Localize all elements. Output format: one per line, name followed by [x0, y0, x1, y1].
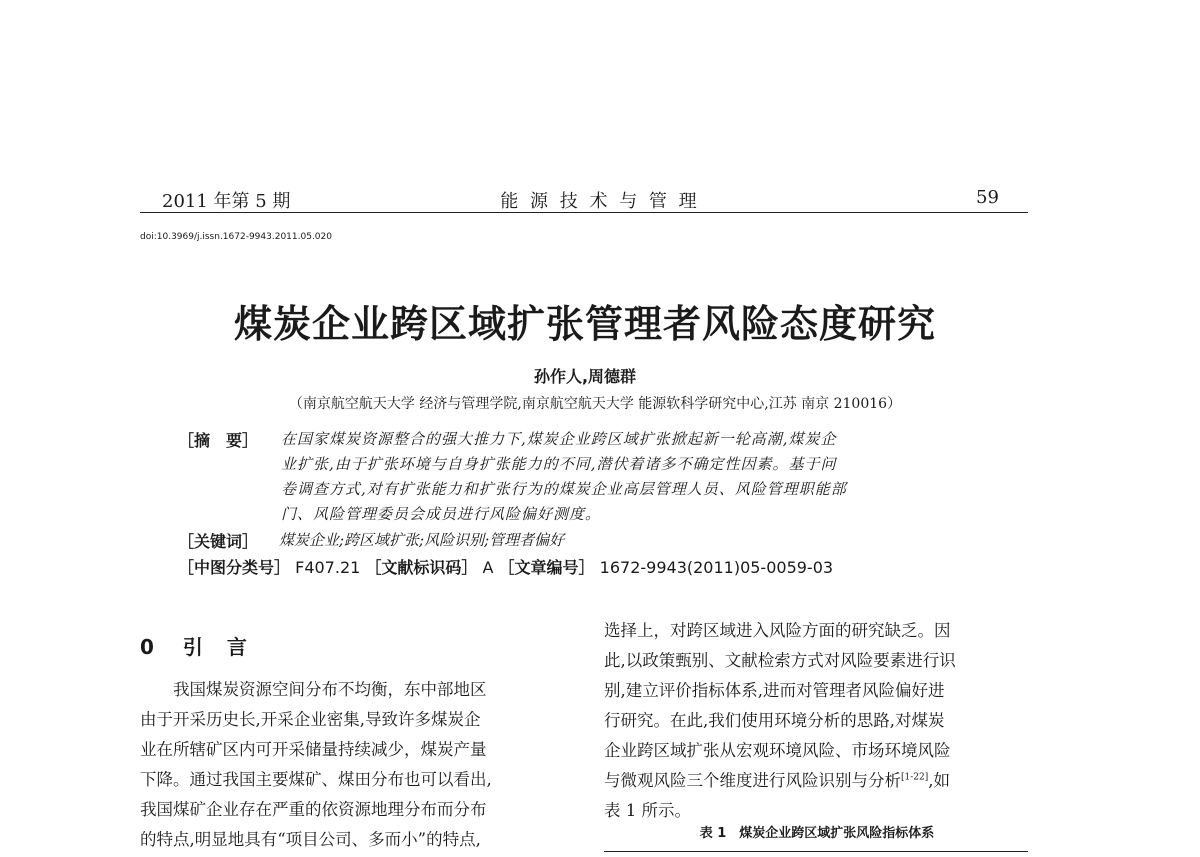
clc-label: ［中图分类号］	[178, 558, 291, 577]
body-line: 选择上，对跨区域进入风险方面的研究缺乏。因	[604, 621, 951, 640]
body-line: 下降。通过我国主要煤矿、煤田分布也可以看出,	[140, 770, 492, 789]
body-line: 的特点,明显地具有“项目公司、多而小”的特点,	[140, 830, 481, 849]
abstract-line: 业扩张,由于扩张环境与自身扩张能力的不同,潜伏着诸多不确定性因素。基于问	[281, 455, 837, 473]
body-text: ,如	[928, 771, 950, 790]
keywords-text: 煤炭企业;跨区域扩张;风险识别;管理者偏好	[279, 531, 565, 549]
citation: [1-22]	[901, 772, 929, 783]
classification-line	[178, 555, 833, 578]
journal-name: 能 源 技 术 与 管 理	[500, 191, 700, 212]
section-number: 0	[140, 635, 156, 659]
table-top-rule	[604, 851, 1028, 852]
doc-code-value: A	[482, 558, 494, 577]
article-no-value: 1672-9943(2011)05-0059-03	[599, 558, 834, 577]
section-heading	[140, 631, 249, 660]
header-rule	[140, 212, 1028, 213]
body-line: 由于开采历史长,开采企业密集,导致许多煤炭企	[140, 710, 481, 729]
body-line: 行研究。在此,我们使用环境分析的思路,对煤炭	[604, 711, 945, 730]
article-no-label: ［文章编号］	[498, 558, 595, 577]
authors: 孙作人,周德群	[533, 367, 637, 386]
abstract-line: 门、风险管理委员会成员进行风险偏好测度。	[281, 505, 602, 523]
affiliation: （南京航空航天大学 经济与管理学院,南京航空航天大学 能源软科学研究中心,江苏 南京 210016）	[288, 396, 902, 412]
doc-code-label: ［文献标识码］	[365, 558, 478, 577]
body-line: 此,以政策甄别、文献检索方式对风险要素进行识	[604, 651, 956, 670]
keywords-label: ［关键词］	[178, 532, 259, 551]
doi: doi:10.3969/j.issn.1672-9943.2011.05.020	[140, 232, 332, 242]
body-line: 别,建立评价指标体系,进而对管理者风险偏好进	[604, 681, 945, 700]
table-caption: 表 1 煤炭企业跨区域扩张风险指标体系	[699, 826, 935, 841]
body-text: 与微观风险三个维度进行风险识别与分析	[604, 771, 901, 790]
section-title: 引 言	[182, 635, 249, 659]
abstract-label: ［摘 要］	[178, 431, 259, 450]
body-line: 我国煤炭资源空间分布不均衡，东中部地区	[140, 680, 487, 699]
body-line: 我国煤矿企业存在严重的依资源地理分布而分布	[140, 800, 487, 819]
page-number: 59	[976, 187, 999, 208]
abstract-line: 在国家煤炭资源整合的强大推力下,煤炭企业跨区域扩张掀起新一轮高潮,煤炭企	[281, 430, 837, 448]
body-line	[604, 767, 950, 791]
abstract-line: 卷调查方式,对有扩张能力和扩张行为的煤炭企业高层管理人员、风险管理职能部	[281, 480, 847, 498]
body-line: 表 1 所示。	[604, 801, 691, 820]
issue-label: 2011 年第 5 期	[162, 191, 291, 212]
article-title: 煤炭企业跨区域扩张管理者风险态度研究	[233, 302, 936, 346]
clc-value: F407.21	[295, 558, 361, 577]
body-line: 企业跨区域扩张从宏观环境风险、市场环境风险	[604, 741, 951, 760]
body-line: 业在所辖矿区内可开采储量持续减少，煤炭产量	[140, 740, 487, 759]
